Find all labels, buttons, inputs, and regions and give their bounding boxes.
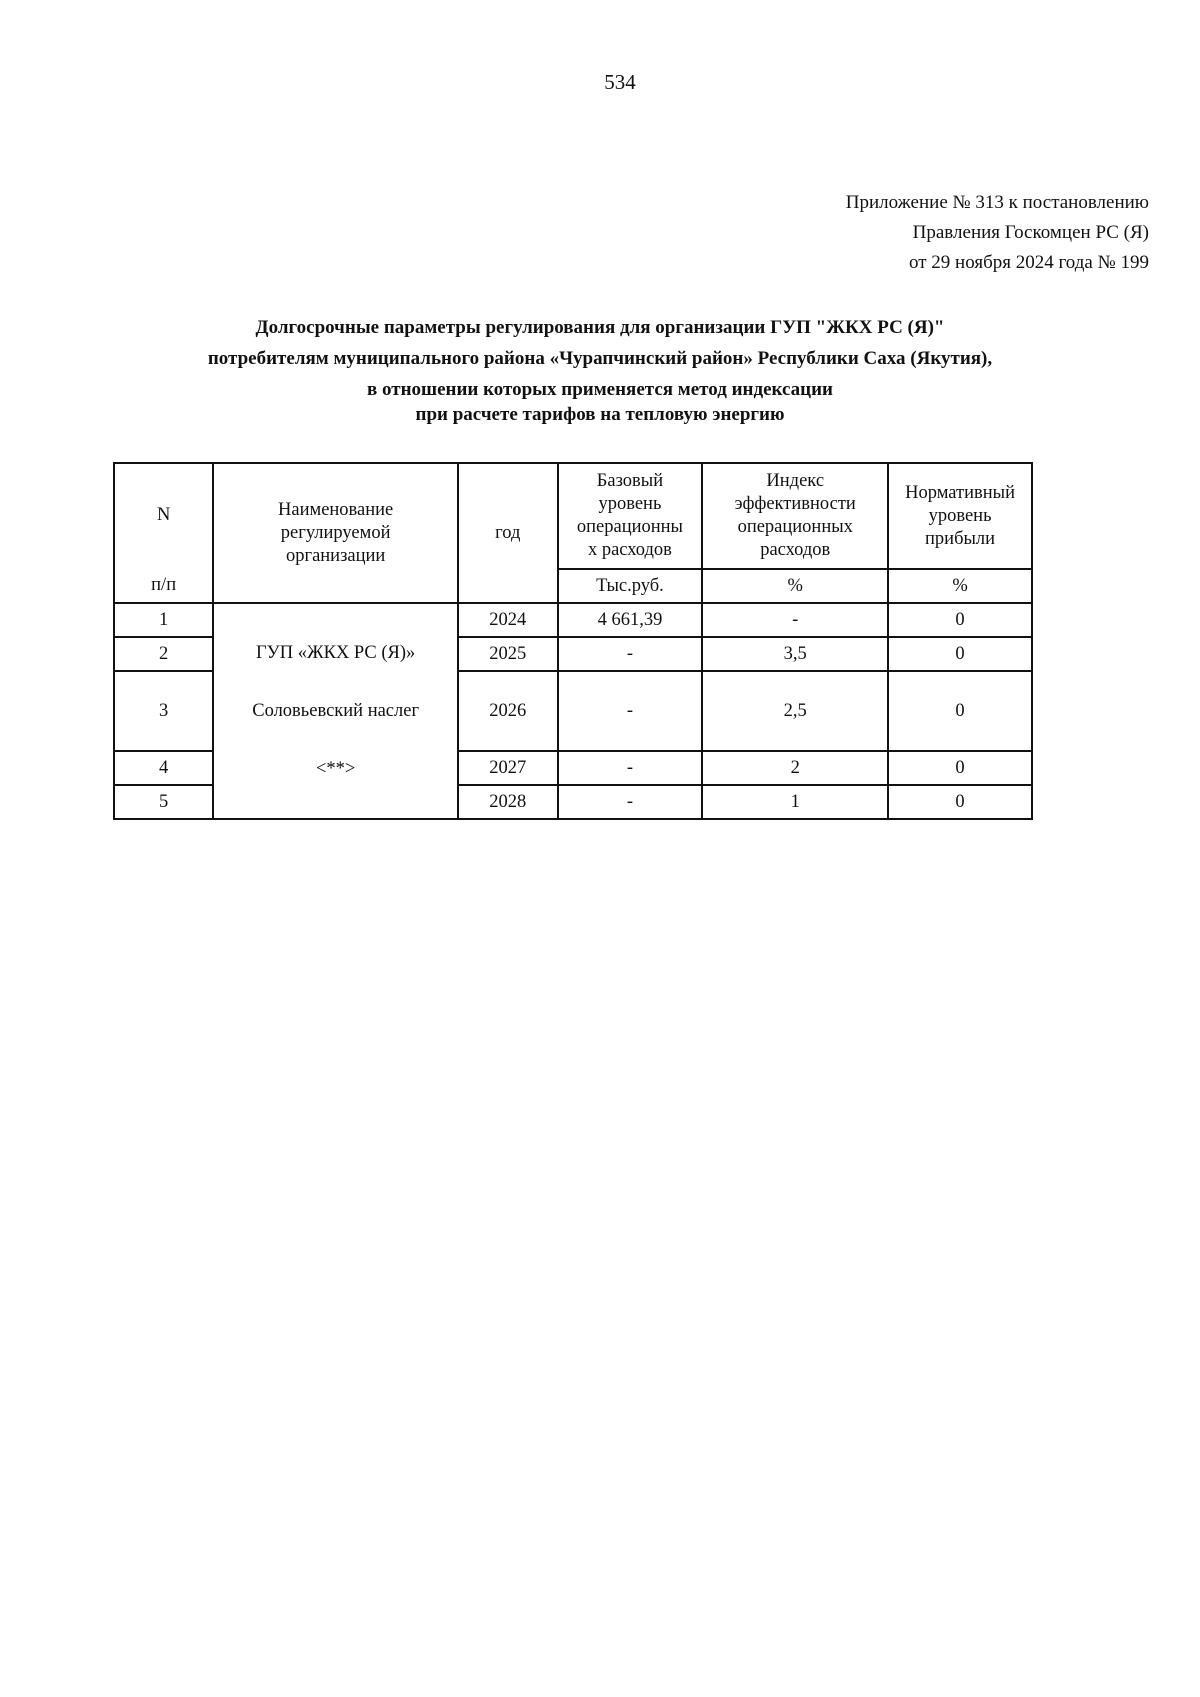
header-num-top: N	[114, 463, 213, 569]
row-number: 1	[114, 603, 213, 637]
row-profit-level: 0	[888, 603, 1032, 637]
row-year: 2024	[458, 603, 557, 637]
header-base-level: Базовый уровень операционны х расходов	[558, 463, 703, 569]
row-efficiency-index: 2	[702, 751, 888, 785]
appendix-line-1: Приложение № 313 к постановлению	[845, 192, 1149, 213]
document-title	[0, 312, 1200, 430]
appendix-reference	[846, 188, 1149, 278]
row-number: 5	[114, 785, 213, 819]
header-organization: Наименование регулируемой организации	[213, 463, 458, 603]
appendix-line-3: от 29 ноября 2024 года № 199	[908, 252, 1149, 273]
row-efficiency-index: 3,5	[702, 637, 888, 671]
row-number: 4	[114, 751, 213, 785]
header-efficiency-index: Индекс эффективности операционных расходов	[702, 463, 888, 569]
title-line-3: в отношении которых применяется метод индексации	[366, 379, 833, 400]
row-base-level: -	[558, 751, 703, 785]
row-year: 2027	[458, 751, 557, 785]
title-line-1: Долгосрочные параметры регулирования для организации ГУП "ЖКХ РС (Я)"	[255, 317, 945, 338]
row-year: 2026	[458, 671, 557, 751]
unit-base-level: Тыс.руб.	[558, 569, 703, 603]
row-profit-level: 0	[888, 637, 1032, 671]
header-year: год	[458, 463, 557, 603]
organization-location: Соловьевский наслег	[252, 701, 420, 721]
organization-note: <**>	[315, 759, 356, 779]
header-profit-level: Нормативный уровень прибыли	[888, 463, 1032, 569]
row-base-level: -	[558, 637, 703, 671]
organization-name: ГУП «ЖКХ РС (Я)»	[255, 643, 416, 663]
unit-efficiency-index: %	[702, 569, 888, 603]
table-row	[114, 603, 1032, 637]
organization-cell	[213, 603, 458, 819]
row-year: 2025	[458, 637, 557, 671]
row-base-level: -	[558, 671, 703, 751]
appendix-line-2: Правления Госкомцен РС (Я)	[912, 222, 1149, 243]
row-profit-level: 0	[888, 785, 1032, 819]
row-profit-level: 0	[888, 671, 1032, 751]
unit-profit-level: %	[888, 569, 1032, 603]
title-line-2: потребителям муниципального района «Чурапчинский район» Республики Саха (Якутия),	[207, 348, 993, 369]
row-year: 2028	[458, 785, 557, 819]
row-base-level: 4 661,39	[558, 603, 703, 637]
header-num-bottom: п/п	[114, 569, 213, 603]
row-base-level: -	[558, 785, 703, 819]
row-efficiency-index: 2,5	[702, 671, 888, 751]
row-efficiency-index: -	[702, 603, 888, 637]
row-profit-level: 0	[888, 751, 1032, 785]
header-row	[114, 463, 1032, 569]
row-number: 2	[114, 637, 213, 671]
page-number: 534	[604, 70, 636, 94]
title-line-4: при расчете тарифов на тепловую энергию	[415, 404, 785, 425]
row-efficiency-index: 1	[702, 785, 888, 819]
parameters-table	[113, 462, 1033, 820]
row-number: 3	[114, 671, 213, 751]
